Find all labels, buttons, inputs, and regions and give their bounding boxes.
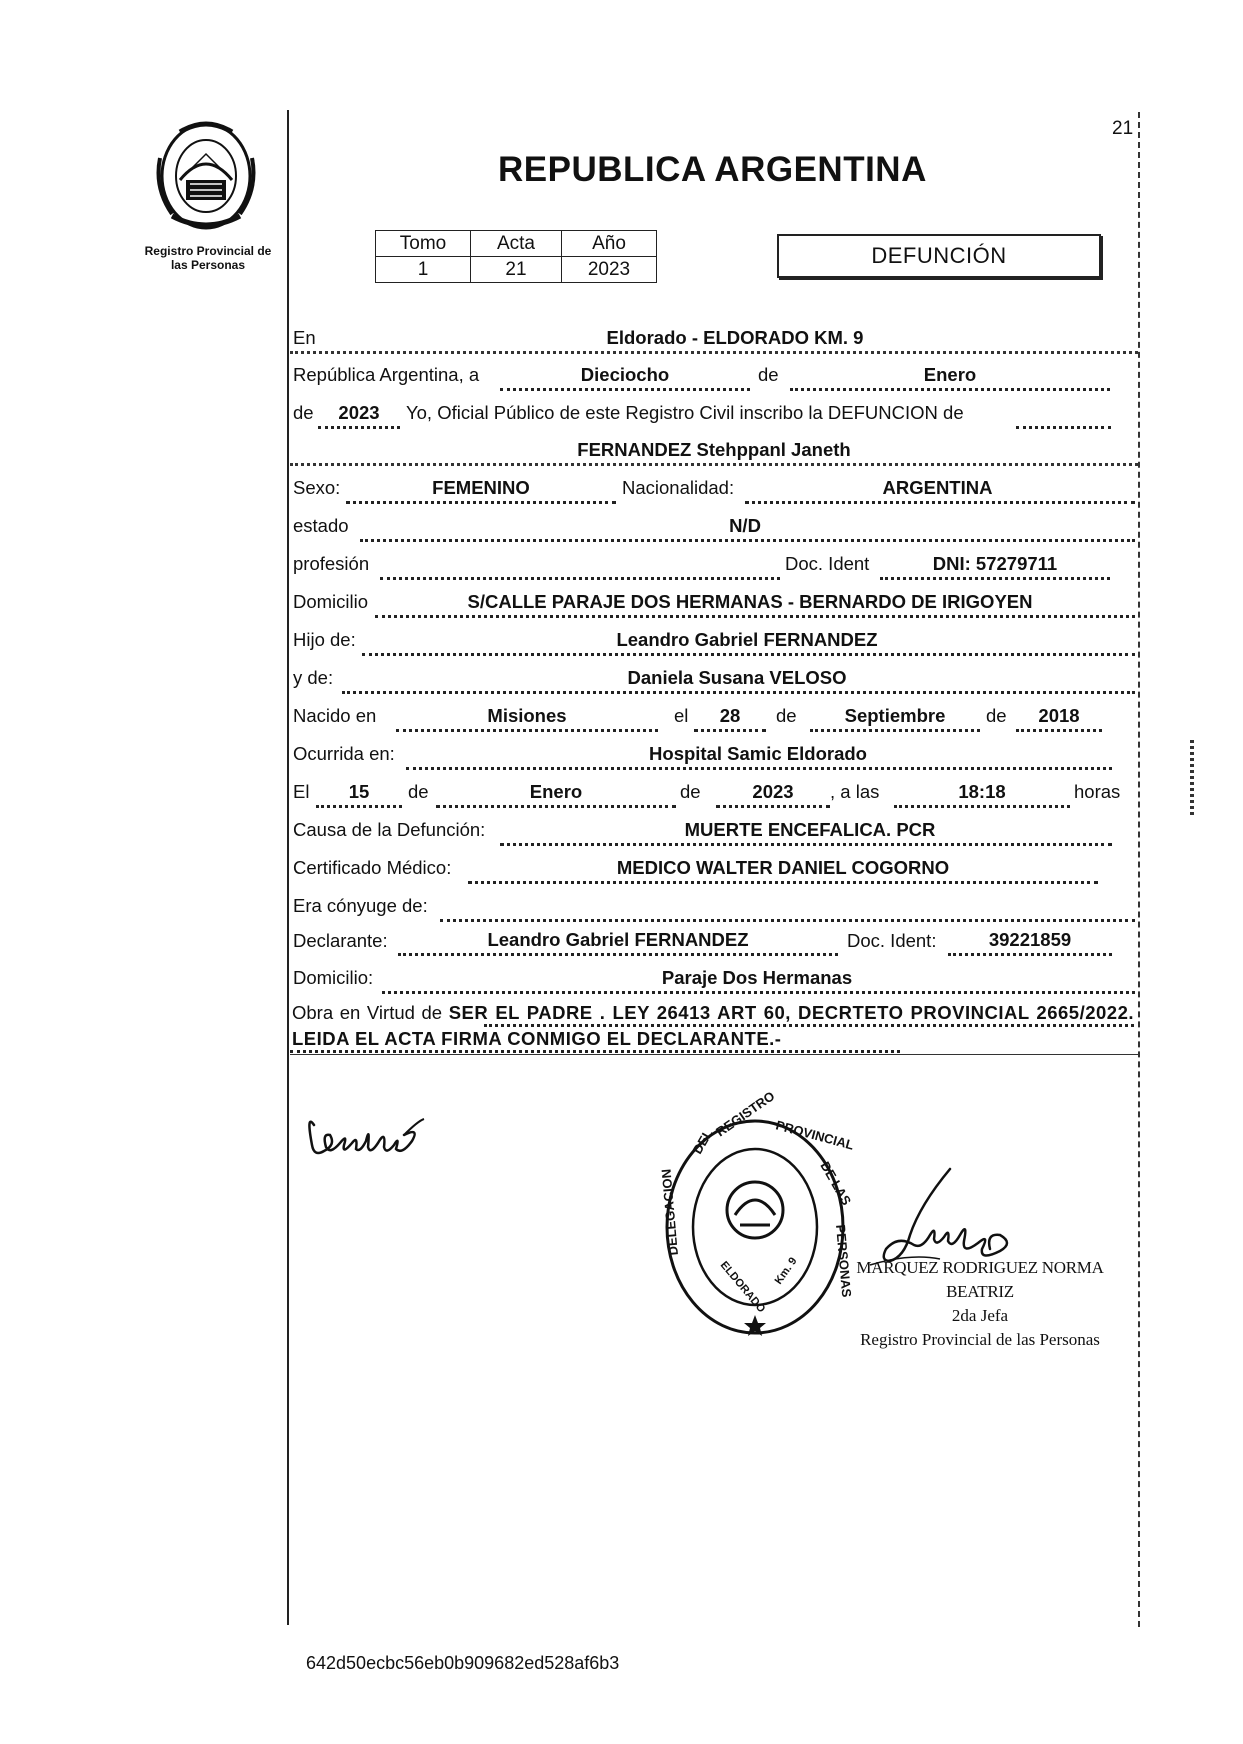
official-org: Registro Provincial de las Personas: [860, 1330, 1100, 1349]
nacido-month-value: Septiembre: [844, 705, 946, 726]
anio-value: 2023: [562, 257, 657, 283]
row-separator: [290, 463, 1138, 466]
causa-value: MUERTE ENCEFALICA. PCR: [684, 819, 936, 840]
nacido-month-line: [810, 729, 980, 732]
death-day-value: 15: [348, 781, 370, 802]
conyuge-label: Era cónyuge de:: [293, 895, 428, 916]
hijo-value: Leandro Gabriel FERNANDEZ: [616, 629, 878, 650]
domicilio2-label: Domicilio:: [293, 967, 374, 988]
de6-label: de: [680, 781, 701, 802]
tomo-value: 1: [376, 257, 471, 283]
death-time-line: [894, 805, 1070, 808]
page-number: 21: [1112, 118, 1134, 139]
deceased-name-value: FERNANDEZ Stehppanl Janeth: [577, 439, 851, 460]
year-value: 2023: [338, 402, 380, 423]
right-border-line: [1138, 112, 1140, 1627]
doc-ident-label: Doc. Ident: [785, 553, 870, 574]
doc-ident2-label: Doc. Ident:: [847, 930, 937, 951]
declarant-signature-icon: [300, 1105, 430, 1165]
de2-label: de: [293, 402, 314, 423]
yde-value: Daniela Susana VELOSO: [627, 667, 847, 688]
estado-label: estado: [293, 515, 349, 536]
svg-text:ELDORADO: ELDORADO: [717, 1259, 768, 1316]
el2-label: El: [293, 781, 310, 802]
profesion-label: profesión: [293, 553, 370, 574]
row-separator: [290, 1054, 1138, 1055]
nacionalidad-label: Nacionalidad:: [622, 477, 735, 498]
de3-label: de: [776, 705, 797, 726]
registro-provincial-label: Registro Provincial de las Personas: [144, 244, 272, 272]
year-line: [318, 426, 400, 429]
domicilio-line: [375, 615, 1135, 618]
page-title: REPUBLICA ARGENTINA: [498, 150, 927, 189]
en-label: En: [293, 327, 316, 348]
death-month-value: Enero: [529, 781, 583, 802]
obra-line-2: [290, 1050, 900, 1053]
svg-text:DE LAS: DE LAS: [817, 1159, 855, 1208]
en-value: Eldorado - ELDORADO KM. 9: [606, 327, 864, 348]
sexo-line: [346, 501, 616, 504]
right-margin-mark: [1190, 740, 1194, 815]
nacido-place-line: [396, 729, 658, 732]
de4-label: de: [986, 705, 1007, 726]
acta-value: 21: [471, 257, 562, 283]
doc-ident-line: [880, 577, 1110, 580]
document-hash: 642d50ecbc56eb0b909682ed528af6b3: [306, 1653, 620, 1673]
declarante-label: Declarante:: [293, 930, 388, 951]
death-year-line: [716, 805, 830, 808]
estado-line: [360, 539, 1135, 542]
svg-text:Km. 9: Km. 9: [772, 1255, 800, 1287]
doc-ident-value: DNI: 57279711: [932, 553, 1058, 574]
tomo-header: Tomo: [376, 231, 471, 257]
oficial-line: [1016, 426, 1111, 429]
domicilio2-line: [382, 991, 1135, 994]
death-day-line: [316, 805, 402, 808]
svg-text:DEL: DEL: [689, 1126, 716, 1157]
record-type-box: DEFUNCIÓN: [777, 234, 1101, 278]
death-month-line: [436, 805, 676, 808]
sexo-value: FEMENINO: [432, 477, 530, 498]
horas-label: horas: [1074, 781, 1121, 802]
yde-line: [342, 691, 1135, 694]
causa-label: Causa de la Defunción:: [293, 819, 486, 840]
doc-ident2-line: [948, 953, 1112, 956]
nacido-label: Nacido en: [293, 705, 377, 726]
death-year-value: 2023: [752, 781, 794, 802]
nacido-place-value: Misiones: [487, 705, 567, 726]
left-border-line: [287, 110, 289, 1625]
svg-text:PROVINCIAL: PROVINCIAL: [774, 1117, 856, 1153]
day-words-value: Dieciocho: [580, 364, 670, 385]
acta-header: Acta: [471, 231, 562, 257]
el-label: el: [674, 705, 689, 726]
misiones-coat-of-arms-icon: [150, 118, 262, 236]
nacionalidad-line: [745, 501, 1135, 504]
ocurrida-label: Ocurrida en:: [293, 743, 395, 764]
month-value: Enero: [923, 364, 977, 385]
ocurrida-line: [406, 767, 1112, 770]
anio-header: Año: [562, 231, 657, 257]
svg-text:PERSONAS: PERSONAS: [833, 1223, 855, 1298]
declarante-line: [398, 953, 838, 956]
domicilio-value: S/CALLE PARAJE DOS HERMANAS - BERNARDO DE IRIGOYEN: [467, 591, 1033, 612]
official-signature-block: [845, 1256, 1115, 1352]
registry-table: [375, 230, 657, 283]
svg-text:REGISTRO: REGISTRO: [713, 1088, 778, 1140]
de-label: de: [758, 364, 779, 385]
official-name: MARQUEZ RODRIGUEZ NORMA BEATRIZ: [856, 1258, 1104, 1301]
domicilio2-value: Paraje Dos Hermanas: [661, 967, 853, 988]
oficial-text: Yo, Oficial Público de este Registro Civil inscribo la DEFUNCION de: [406, 402, 964, 423]
death-time-value: 18:18: [958, 781, 1006, 802]
sexo-label: Sexo:: [293, 477, 341, 498]
hijo-line: [362, 653, 1135, 656]
declarante-value: Leandro Gabriel FERNANDEZ: [487, 929, 749, 950]
causa-line: [500, 843, 1112, 846]
official-stamp-icon: [658, 1088, 856, 1340]
row-separator: [290, 351, 1138, 354]
republica-label: República Argentina, a: [293, 364, 480, 385]
de5-label: de: [408, 781, 429, 802]
obra-label: Obra en Virtud de: [292, 1002, 443, 1023]
alas-label: , a las: [830, 781, 880, 802]
estado-value: N/D: [729, 515, 761, 536]
hijo-label: Hijo de:: [293, 629, 356, 650]
nacido-year-value: 2018: [1038, 705, 1080, 726]
obra-value: SER EL PADRE . LEY 26413 ART 60, DECRTETO PROVINCIAL 2665/2022. LEIDA EL ACTA FIRMA CONMIGO EL DECLARANTE.-: [292, 1002, 1135, 1049]
profesion-line: [380, 577, 780, 580]
nacionalidad-value: ARGENTINA: [882, 477, 993, 498]
official-role: 2da Jefa: [951, 1306, 1009, 1325]
nacido-year-line: [1016, 729, 1102, 732]
nacido-day-value: 28: [719, 705, 741, 726]
yde-label: y de:: [293, 667, 334, 688]
certificado-label: Certificado Médico:: [293, 857, 452, 878]
certificado-line: [468, 881, 1098, 884]
day-words-line: [500, 388, 750, 391]
domicilio-label: Domicilio: [293, 591, 369, 612]
certificado-value: MEDICO WALTER DANIEL COGORNO: [616, 857, 950, 878]
obra-line-1: [484, 1024, 1134, 1027]
conyuge-line: [440, 919, 1135, 922]
doc-ident2-value: 39221859: [988, 929, 1072, 950]
svg-text:DELEGACION: DELEGACION: [658, 1168, 681, 1257]
nacido-day-line: [694, 729, 766, 732]
month-line: [790, 388, 1110, 391]
ocurrida-value: Hospital Samic Eldorado: [649, 743, 867, 764]
